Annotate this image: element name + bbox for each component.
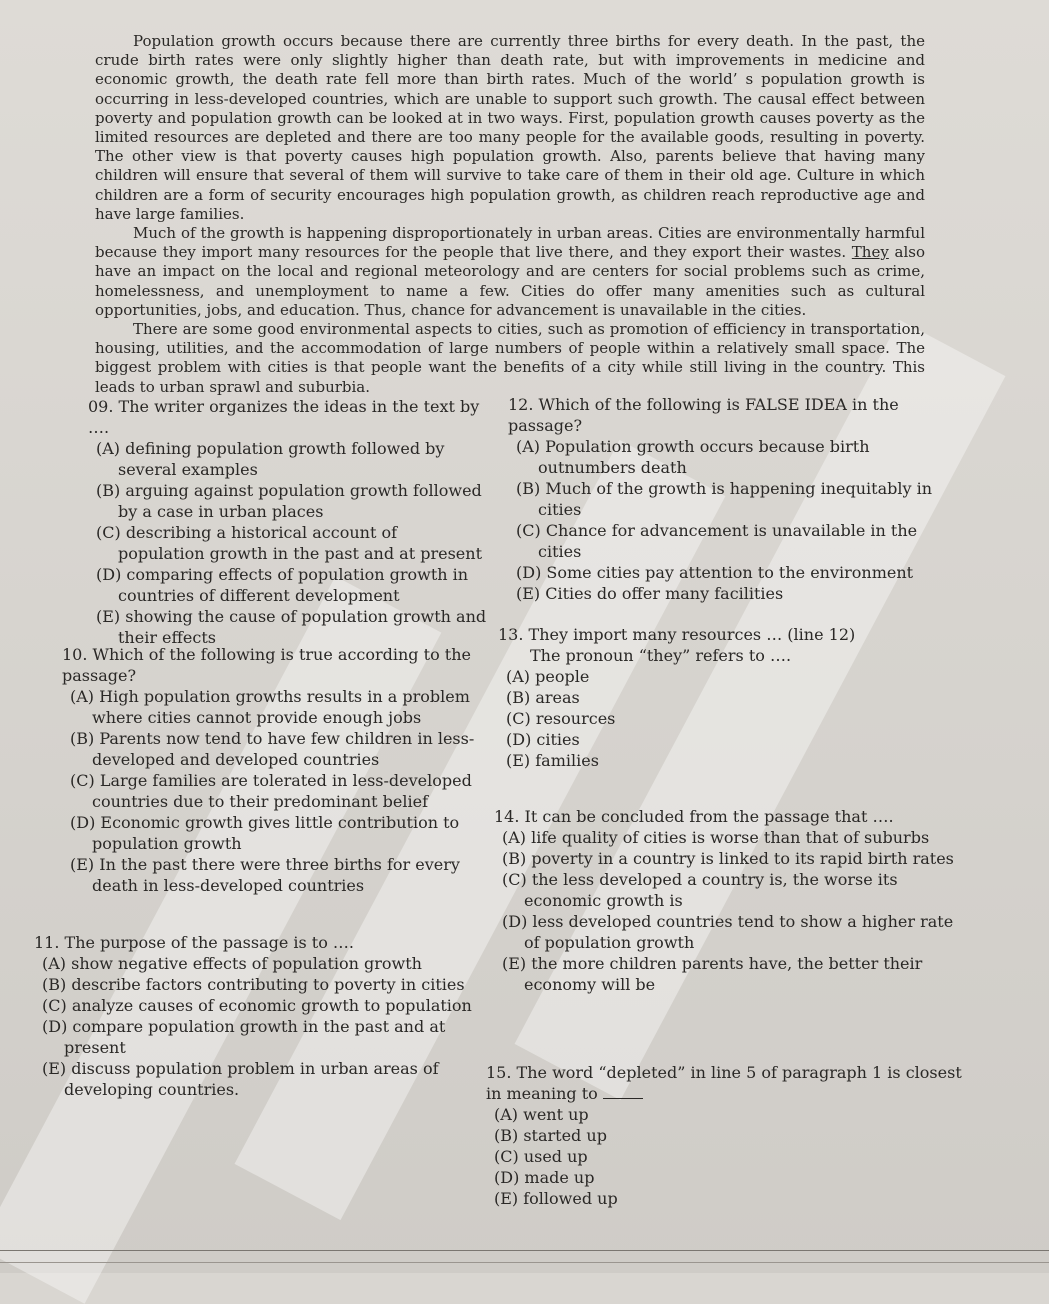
question-12-stem: 12. Which of the following is FALSE IDEA in the passage? [508, 395, 899, 435]
question-15-stem [486, 1062, 962, 1104]
question-12-option-c[interactable]: (C) Chance for advancement is unavailable in the cities [516, 521, 918, 561]
question-9-stem: 09. The writer organizes the ideas in the text by …. [88, 397, 480, 437]
question-9-option-a[interactable]: (A) defining population growth followed by several examples [96, 439, 445, 479]
question-12-option-d[interactable]: (D) Some cities pay attention to the environment [516, 563, 914, 582]
question-14-option-d[interactable]: (D) less developed countries tend to show a higher rate of population growth [502, 912, 954, 952]
question-12-option-e[interactable]: (E) Cities do offer many facilities [516, 584, 784, 603]
question-14-option-c[interactable]: (C) the less developed a country is, the worse its economic growth is [502, 870, 898, 910]
question-10-option-b[interactable]: (B) Parents now tend to have few children in less-developed and developed countries [70, 729, 475, 769]
question-15-option-a[interactable]: (A) went up [494, 1105, 589, 1124]
question-11-option-e[interactable]: (E) discuss population problem in urban areas of developing countries. [42, 1059, 439, 1099]
question-12-option-a[interactable]: (A) Population growth occurs because birth outnumbers death [516, 437, 870, 477]
question-15-option-e[interactable]: (E) followed up [494, 1189, 618, 1208]
question-10-stem: 10. Which of the following is true according to the passage? [62, 645, 471, 685]
reading-passage [95, 32, 925, 397]
question-14-stem: 14. It can be concluded from the passage that …. [494, 807, 894, 826]
question-13-option-e[interactable]: (E) families [506, 751, 599, 770]
question-14-option-e[interactable]: (E) the more children parents have, the better their economy will be [502, 954, 923, 994]
question-10 [62, 644, 480, 896]
question-15-option-c[interactable]: (C) used up [494, 1147, 588, 1166]
question-15-option-b[interactable]: (B) started up [494, 1126, 607, 1145]
question-13-option-c[interactable]: (C) resources [506, 709, 616, 728]
question-9-option-c[interactable]: (C) describing a historical account of population growth in the past and at present [96, 523, 482, 563]
question-13 [498, 624, 938, 771]
question-14-option-a[interactable]: (A) life quality of cities is worse than that of suburbs [502, 828, 930, 847]
question-13-option-b[interactable]: (B) areas [506, 688, 580, 707]
question-13-option-a[interactable]: (A) people [506, 667, 590, 686]
question-14 [494, 806, 956, 995]
page-bottom-rule-2 [0, 1262, 1049, 1263]
question-9 [88, 396, 488, 648]
paragraph-2-part-1: Much of the growth is happening disproportionately in urban areas. Cities are environmentally harmful because they import many resources for the people that live there, and they export their wastes. [95, 224, 925, 262]
question-12 [508, 394, 938, 604]
answer-blank [603, 1098, 643, 1099]
question-11 [34, 932, 474, 1100]
question-11-option-c[interactable]: (C) analyze causes of economic growth to population [42, 996, 472, 1015]
question-11-option-a[interactable]: (A) show negative effects of population growth [42, 954, 422, 973]
question-10-option-a[interactable]: (A) High population growths results in a problem where cities cannot provide enough jobs [70, 687, 470, 727]
question-12-option-b[interactable]: (B) Much of the growth is happening inequitably in cities [516, 479, 933, 519]
question-13-option-d[interactable]: (D) cities [506, 730, 580, 749]
question-9-option-e[interactable]: (E) showing the cause of population growth and their effects [96, 607, 487, 647]
paragraph-2-part-2: also have an impact on the local and regional meteorology and are centers for social problems such as crime, homelessness, and unemployment to name a few. Cities do offer many amenities such as cultural opportunities, jobs, and education. Thus, chance for advancement is unavailable in the cities. [95, 243, 925, 319]
question-14-option-b[interactable]: (B) poverty in a country is linked to its rapid birth rates [502, 849, 954, 868]
question-15-option-d[interactable]: (D) made up [494, 1168, 595, 1187]
question-13-stem: 13. They import many resources … (line 12) [498, 625, 856, 644]
paragraph-3: There are some good environmental aspects to cities, such as promotion of efficiency in transportation, housing, utilities, and the accommodation of large numbers of people within a relatively small space. The biggest problem with cities is that people want the benefits of a city while still living in the country. This leads to urban sprawl and suburbia. [95, 320, 925, 396]
question-10-option-c[interactable]: (C) Large families are tolerated in less-developed countries due to their predominant belief [70, 771, 472, 811]
question-11-stem: 11. The purpose of the passage is to …. [34, 933, 355, 952]
paragraph-1: Population growth occurs because there are currently three births for every death. In the past, the crude birth rates were only slightly higher than death rate, but with improvements in medicine and economic growth, the death rate fell more than birth rates. Much of the world’ s population growth is occurring in less-developed countries, which are unable to support such growth. The causal effect between poverty and population growth can be looked at in two ways. First, population growth causes poverty as the limited resources are depleted and there are too many people for the available goods, resulting in poverty. The other view is that poverty causes high population growth. Also, parents believe that having many children will ensure that several of them will survive to take care of them in their old age. Culture in which children are a form of security encourages high population growth, as children reach reproductive age and have large families. [95, 32, 925, 223]
question-15 [486, 1062, 962, 1209]
question-9-option-b[interactable]: (B) arguing against population growth followed by a case in urban places [96, 481, 482, 521]
question-11-option-b[interactable]: (B) describe factors contributing to poverty in cities [42, 975, 465, 994]
question-9-option-d[interactable]: (D) comparing effects of population growth in countries of different development [96, 565, 469, 605]
question-10-option-d[interactable]: (D) Economic growth gives little contribution to population growth [70, 813, 460, 853]
question-11-option-d[interactable]: (D) compare population growth in the past and at present [42, 1017, 446, 1057]
underlined-they: They [851, 243, 889, 262]
question-13-stem-2: The pronoun “they” refers to …. [530, 646, 792, 665]
paragraph-2 [95, 224, 925, 320]
page-bottom-rule [0, 1250, 1049, 1251]
question-10-option-e[interactable]: (E) In the past there were three births for every death in less-developed countries [70, 855, 460, 895]
question-15-stem-text: 15. The word “depleted” in line 5 of paragraph 1 is closest in meaning to [486, 1063, 962, 1103]
